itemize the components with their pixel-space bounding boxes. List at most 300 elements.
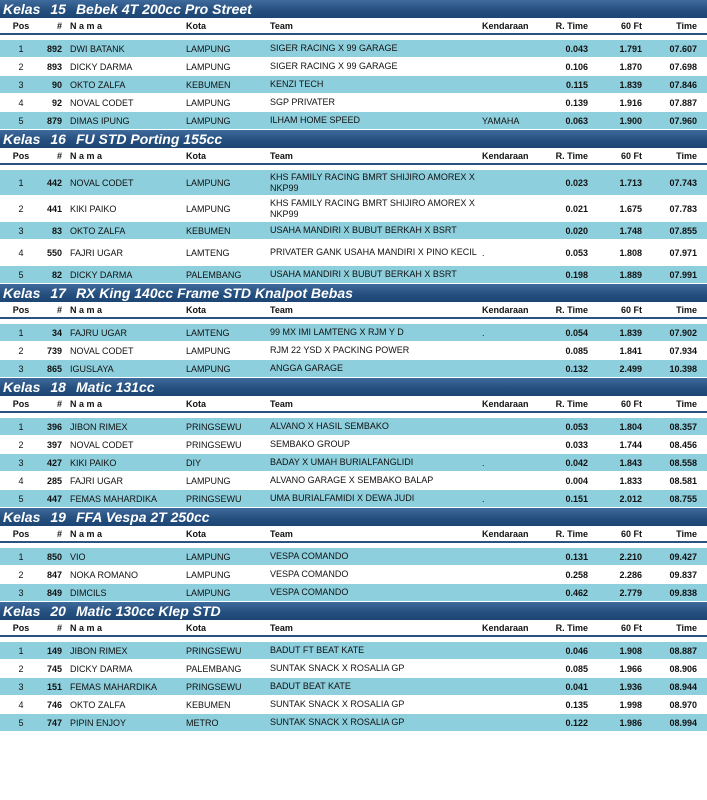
class-section	[0, 508, 707, 602]
cell-vehicle	[480, 40, 548, 58]
cell-rider-name: FEMAS MAHARDIKA	[68, 490, 184, 508]
header-pos: Pos	[0, 18, 42, 34]
header-vehicle: Kendaraan	[480, 302, 548, 318]
header-60ft: 60 Ft	[602, 302, 656, 318]
header-reaction-time: R. Time	[548, 302, 602, 318]
cell-60ft: 1.936	[602, 678, 656, 696]
cell-start-number: 441	[42, 196, 68, 222]
cell-60ft: 1.916	[602, 94, 656, 112]
class-number: 18	[50, 379, 66, 395]
cell-finish-time: 07.846	[656, 76, 707, 94]
cell-start-number: 893	[42, 58, 68, 76]
result-row	[0, 472, 707, 490]
cell-reaction-time: 0.106	[548, 58, 602, 76]
cell-rider-name: OKTO ZALFA	[68, 76, 184, 94]
cell-60ft: 1.870	[602, 58, 656, 76]
cell-reaction-time: 0.131	[548, 548, 602, 566]
header-time: Time	[656, 620, 707, 636]
cell-rider-name: DIMCILS	[68, 584, 184, 602]
class-label: Kelas	[3, 603, 41, 619]
cell-vehicle	[480, 714, 548, 732]
header-vehicle: Kendaraan	[480, 148, 548, 164]
cell-team: VESPA COMANDO	[268, 548, 480, 566]
result-row	[0, 584, 707, 602]
cell-vehicle	[480, 472, 548, 490]
cell-start-number: 739	[42, 342, 68, 360]
header-60ft: 60 Ft	[602, 18, 656, 34]
header-pos: Pos	[0, 526, 42, 542]
cell-position: 2	[0, 342, 42, 360]
cell-start-number: 34	[42, 324, 68, 342]
cell-team: VESPA COMANDO	[268, 566, 480, 584]
cell-rider-name: NOVAL CODET	[68, 342, 184, 360]
cell-position: 3	[0, 76, 42, 94]
cell-start-number: 879	[42, 112, 68, 130]
header-time: Time	[656, 18, 707, 34]
header-time: Time	[656, 302, 707, 318]
cell-city: LAMTENG	[184, 240, 268, 266]
header-reaction-time: R. Time	[548, 148, 602, 164]
cell-reaction-time: 0.115	[548, 76, 602, 94]
result-row	[0, 436, 707, 454]
class-name: Matic 131cc	[75, 379, 155, 395]
cell-start-number: 747	[42, 714, 68, 732]
cell-finish-time: 07.698	[656, 58, 707, 76]
header-team: Team	[268, 148, 480, 164]
class-name: FU STD Porting 155cc	[75, 131, 223, 147]
cell-reaction-time: 0.139	[548, 94, 602, 112]
cell-vehicle: .	[480, 324, 548, 342]
header-number: #	[42, 148, 68, 164]
header-reaction-time: R. Time	[548, 526, 602, 542]
cell-finish-time: 09.427	[656, 548, 707, 566]
cell-team: BADUT BEAT KATE	[268, 678, 480, 696]
class-number: 15	[50, 1, 66, 17]
cell-team: ANGGA GARAGE	[268, 360, 480, 378]
result-row	[0, 342, 707, 360]
cell-60ft: 2.012	[602, 490, 656, 508]
cell-finish-time: 07.991	[656, 266, 707, 284]
class-name: Matic 130cc Klep STD	[75, 603, 221, 619]
result-row	[0, 170, 707, 196]
result-row	[0, 454, 707, 472]
cell-city: LAMPUNG	[184, 112, 268, 130]
class-section	[0, 130, 707, 284]
cell-position: 5	[0, 112, 42, 130]
cell-position: 4	[0, 240, 42, 266]
class-name: RX King 140cc Frame STD Knalpot Bebas	[75, 285, 353, 301]
cell-city: METRO	[184, 714, 268, 732]
cell-vehicle	[480, 566, 548, 584]
cell-vehicle	[480, 360, 548, 378]
cell-city: KEBUMEN	[184, 696, 268, 714]
cell-team: ALVANO X HASIL SEMBAKO	[268, 418, 480, 436]
cell-reaction-time: 0.004	[548, 472, 602, 490]
cell-rider-name: DICKY DARMA	[68, 660, 184, 678]
cell-reaction-time: 0.053	[548, 240, 602, 266]
cell-60ft: 1.808	[602, 240, 656, 266]
header-team: Team	[268, 396, 480, 412]
header-number: #	[42, 526, 68, 542]
cell-rider-name: NOVAL CODET	[68, 436, 184, 454]
cell-city: PALEMBANG	[184, 660, 268, 678]
header-time: Time	[656, 526, 707, 542]
cell-60ft: 1.748	[602, 222, 656, 240]
cell-team: PRIVATER GANK USAHA MANDIRI X PINO KECIL	[268, 240, 480, 266]
cell-rider-name: FAJRU UGAR	[68, 324, 184, 342]
header-city: Kota	[184, 18, 268, 34]
cell-city: KEBUMEN	[184, 222, 268, 240]
cell-city: LAMPUNG	[184, 196, 268, 222]
cell-position: 3	[0, 678, 42, 696]
cell-start-number: 745	[42, 660, 68, 678]
cell-position: 4	[0, 472, 42, 490]
header-name: N a m a	[68, 18, 184, 34]
cell-city: LAMPUNG	[184, 360, 268, 378]
cell-reaction-time: 0.258	[548, 566, 602, 584]
cell-city: LAMPUNG	[184, 94, 268, 112]
header-60ft: 60 Ft	[602, 396, 656, 412]
class-title-bar	[0, 284, 707, 302]
result-row	[0, 678, 707, 696]
result-row	[0, 240, 707, 266]
cell-vehicle	[480, 584, 548, 602]
class-label: Kelas	[3, 285, 41, 301]
cell-vehicle	[480, 170, 548, 196]
cell-position: 3	[0, 454, 42, 472]
header-number: #	[42, 620, 68, 636]
class-number: 17	[50, 285, 66, 301]
result-row	[0, 222, 707, 240]
cell-vehicle: YAMAHA	[480, 112, 548, 130]
cell-finish-time: 07.743	[656, 170, 707, 196]
cell-finish-time: 07.971	[656, 240, 707, 266]
cell-start-number: 892	[42, 40, 68, 58]
result-row	[0, 642, 707, 660]
cell-finish-time: 08.456	[656, 436, 707, 454]
cell-reaction-time: 0.151	[548, 490, 602, 508]
cell-finish-time: 07.783	[656, 196, 707, 222]
header-pos: Pos	[0, 396, 42, 412]
cell-rider-name: DICKY DARMA	[68, 58, 184, 76]
cell-start-number: 847	[42, 566, 68, 584]
cell-finish-time: 07.902	[656, 324, 707, 342]
cell-start-number: 850	[42, 548, 68, 566]
result-row	[0, 76, 707, 94]
cell-60ft: 1.889	[602, 266, 656, 284]
cell-reaction-time: 0.042	[548, 454, 602, 472]
cell-rider-name: KIKI PAIKO	[68, 454, 184, 472]
cell-start-number: 427	[42, 454, 68, 472]
header-row	[0, 526, 707, 542]
cell-vehicle	[480, 196, 548, 222]
cell-60ft: 1.843	[602, 454, 656, 472]
cell-60ft: 1.908	[602, 642, 656, 660]
cell-city: PRINGSEWU	[184, 418, 268, 436]
header-city: Kota	[184, 302, 268, 318]
cell-reaction-time: 0.198	[548, 266, 602, 284]
cell-start-number: 149	[42, 642, 68, 660]
header-time: Time	[656, 396, 707, 412]
header-row	[0, 302, 707, 318]
class-title-bar	[0, 508, 707, 526]
cell-position: 2	[0, 196, 42, 222]
header-name: N a m a	[68, 148, 184, 164]
results-table	[0, 302, 707, 378]
results-body	[0, 164, 707, 284]
result-row	[0, 660, 707, 678]
cell-team: SIGER RACING X 99 GARAGE	[268, 58, 480, 76]
cell-start-number: 849	[42, 584, 68, 602]
cell-start-number: 865	[42, 360, 68, 378]
header-reaction-time: R. Time	[548, 18, 602, 34]
class-title-bar	[0, 602, 707, 620]
cell-team: ILHAM HOME SPEED	[268, 112, 480, 130]
cell-finish-time: 09.838	[656, 584, 707, 602]
class-title-bar	[0, 130, 707, 148]
cell-city: PRINGSEWU	[184, 436, 268, 454]
result-row	[0, 40, 707, 58]
header-vehicle: Kendaraan	[480, 620, 548, 636]
cell-city: PRINGSEWU	[184, 490, 268, 508]
class-number: 19	[50, 509, 66, 525]
results-body	[0, 318, 707, 378]
results-table	[0, 620, 707, 732]
result-row	[0, 490, 707, 508]
cell-reaction-time: 0.043	[548, 40, 602, 58]
header-number: #	[42, 302, 68, 318]
cell-start-number: 550	[42, 240, 68, 266]
header-number: #	[42, 18, 68, 34]
header-vehicle: Kendaraan	[480, 18, 548, 34]
cell-reaction-time: 0.135	[548, 696, 602, 714]
header-team: Team	[268, 526, 480, 542]
cell-position: 4	[0, 94, 42, 112]
cell-team: SUNTAK SNACK X ROSALIA GP	[268, 660, 480, 678]
class-section	[0, 378, 707, 508]
cell-vehicle	[480, 266, 548, 284]
cell-finish-time: 07.960	[656, 112, 707, 130]
cell-team: ALVANO GARAGE X SEMBAKO BALAP	[268, 472, 480, 490]
results-table	[0, 526, 707, 602]
cell-vehicle	[480, 94, 548, 112]
cell-start-number: 397	[42, 436, 68, 454]
cell-city: PALEMBANG	[184, 266, 268, 284]
cell-60ft: 1.713	[602, 170, 656, 196]
cell-finish-time: 08.887	[656, 642, 707, 660]
cell-60ft: 1.900	[602, 112, 656, 130]
cell-start-number: 285	[42, 472, 68, 490]
result-row	[0, 418, 707, 436]
cell-position: 2	[0, 58, 42, 76]
cell-finish-time: 08.906	[656, 660, 707, 678]
cell-team: 99 MX IMI LAMTENG X RJM Y D	[268, 324, 480, 342]
cell-finish-time: 08.581	[656, 472, 707, 490]
cell-reaction-time: 0.122	[548, 714, 602, 732]
cell-position: 3	[0, 584, 42, 602]
cell-rider-name: VIO	[68, 548, 184, 566]
results-body	[0, 412, 707, 508]
cell-team: UMA BURIALFAMIDI X DEWA JUDI	[268, 490, 480, 508]
header-vehicle: Kendaraan	[480, 396, 548, 412]
cell-city: DIY	[184, 454, 268, 472]
cell-finish-time: 08.755	[656, 490, 707, 508]
cell-city: LAMPUNG	[184, 170, 268, 196]
class-name: Bebek 4T 200cc Pro Street	[75, 1, 252, 17]
cell-60ft: 1.986	[602, 714, 656, 732]
cell-rider-name: NOVAL CODET	[68, 170, 184, 196]
cell-position: 5	[0, 266, 42, 284]
cell-60ft: 1.998	[602, 696, 656, 714]
cell-reaction-time: 0.085	[548, 342, 602, 360]
cell-team: SUNTAK SNACK X ROSALIA GP	[268, 696, 480, 714]
cell-60ft: 1.833	[602, 472, 656, 490]
result-row	[0, 266, 707, 284]
cell-team: SUNTAK SNACK X ROSALIA GP	[268, 714, 480, 732]
cell-city: LAMPUNG	[184, 40, 268, 58]
cell-rider-name: DICKY DARMA	[68, 266, 184, 284]
header-row	[0, 18, 707, 34]
header-pos: Pos	[0, 302, 42, 318]
cell-city: LAMPUNG	[184, 58, 268, 76]
cell-60ft: 2.210	[602, 548, 656, 566]
cell-city: LAMTENG	[184, 324, 268, 342]
cell-finish-time: 07.934	[656, 342, 707, 360]
header-number: #	[42, 396, 68, 412]
cell-rider-name: JIBON RIMEX	[68, 642, 184, 660]
cell-finish-time: 09.837	[656, 566, 707, 584]
results-body	[0, 542, 707, 602]
header-name: N a m a	[68, 526, 184, 542]
cell-position: 1	[0, 548, 42, 566]
cell-rider-name: IGUSLAYA	[68, 360, 184, 378]
cell-position: 1	[0, 642, 42, 660]
header-name: N a m a	[68, 620, 184, 636]
cell-team: SGP PRIVATER	[268, 94, 480, 112]
results-body	[0, 636, 707, 732]
cell-start-number: 151	[42, 678, 68, 696]
cell-start-number: 442	[42, 170, 68, 196]
cell-vehicle	[480, 660, 548, 678]
cell-reaction-time: 0.023	[548, 170, 602, 196]
class-label: Kelas	[3, 1, 41, 17]
class-number: 20	[50, 603, 66, 619]
cell-reaction-time: 0.063	[548, 112, 602, 130]
cell-city: LAMPUNG	[184, 548, 268, 566]
class-section	[0, 0, 707, 130]
cell-city: PRINGSEWU	[184, 678, 268, 696]
header-team: Team	[268, 18, 480, 34]
cell-team: SIGER RACING X 99 GARAGE	[268, 40, 480, 58]
cell-rider-name: OKTO ZALFA	[68, 696, 184, 714]
cell-position: 3	[0, 360, 42, 378]
cell-rider-name: NOKA ROMANO	[68, 566, 184, 584]
cell-city: PRINGSEWU	[184, 642, 268, 660]
header-vehicle: Kendaraan	[480, 526, 548, 542]
cell-city: LAMPUNG	[184, 472, 268, 490]
cell-60ft: 1.791	[602, 40, 656, 58]
cell-60ft: 1.675	[602, 196, 656, 222]
cell-rider-name: PIPIN ENJOY	[68, 714, 184, 732]
cell-position: 4	[0, 696, 42, 714]
cell-position: 2	[0, 566, 42, 584]
header-row	[0, 148, 707, 164]
cell-60ft: 1.841	[602, 342, 656, 360]
cell-position: 5	[0, 714, 42, 732]
header-city: Kota	[184, 396, 268, 412]
result-row	[0, 324, 707, 342]
cell-team: BADUT FT BEAT KATE	[268, 642, 480, 660]
header-pos: Pos	[0, 148, 42, 164]
results-table	[0, 396, 707, 508]
cell-60ft: 1.804	[602, 418, 656, 436]
cell-city: LAMPUNG	[184, 342, 268, 360]
cell-finish-time: 07.855	[656, 222, 707, 240]
cell-reaction-time: 0.053	[548, 418, 602, 436]
cell-position: 5	[0, 490, 42, 508]
cell-reaction-time: 0.046	[548, 642, 602, 660]
cell-rider-name: FAJRI UGAR	[68, 472, 184, 490]
cell-rider-name: DIMAS IPUNG	[68, 112, 184, 130]
cell-60ft: 1.839	[602, 324, 656, 342]
cell-start-number: 746	[42, 696, 68, 714]
cell-finish-time: 07.607	[656, 40, 707, 58]
cell-vehicle: .	[480, 240, 548, 266]
class-label: Kelas	[3, 379, 41, 395]
cell-rider-name: NOVAL CODET	[68, 94, 184, 112]
cell-team: BADAY X UMAH BURIALFANGLIDI	[268, 454, 480, 472]
cell-finish-time: 08.558	[656, 454, 707, 472]
header-reaction-time: R. Time	[548, 396, 602, 412]
cell-position: 1	[0, 324, 42, 342]
results-table	[0, 148, 707, 284]
cell-start-number: 82	[42, 266, 68, 284]
cell-vehicle	[480, 678, 548, 696]
cell-vehicle	[480, 548, 548, 566]
cell-vehicle: .	[480, 490, 548, 508]
cell-start-number: 92	[42, 94, 68, 112]
cell-team: KHS FAMILY RACING BMRT SHIJIRO AMOREX X NKP99	[268, 196, 480, 222]
class-number: 16	[50, 131, 66, 147]
cell-city: KEBUMEN	[184, 76, 268, 94]
class-title-bar	[0, 0, 707, 18]
cell-reaction-time: 0.033	[548, 436, 602, 454]
cell-rider-name: KIKI PAIKO	[68, 196, 184, 222]
cell-reaction-time: 0.054	[548, 324, 602, 342]
result-row	[0, 112, 707, 130]
header-row	[0, 396, 707, 412]
cell-60ft: 2.286	[602, 566, 656, 584]
class-label: Kelas	[3, 131, 41, 147]
cell-rider-name: FAJRI UGAR	[68, 240, 184, 266]
cell-finish-time: 08.357	[656, 418, 707, 436]
results-body	[0, 34, 707, 130]
result-row	[0, 94, 707, 112]
cell-city: LAMPUNG	[184, 584, 268, 602]
cell-60ft: 1.966	[602, 660, 656, 678]
header-60ft: 60 Ft	[602, 526, 656, 542]
cell-rider-name: OKTO ZALFA	[68, 222, 184, 240]
cell-team: KENZI TECH	[268, 76, 480, 94]
cell-reaction-time: 0.085	[548, 660, 602, 678]
cell-position: 1	[0, 418, 42, 436]
cell-team: KHS FAMILY RACING BMRT SHIJIRO AMOREX X NKP99	[268, 170, 480, 196]
cell-vehicle	[480, 696, 548, 714]
cell-rider-name: FEMAS MAHARDIKA	[68, 678, 184, 696]
header-team: Team	[268, 302, 480, 318]
class-section	[0, 284, 707, 378]
cell-60ft: 2.499	[602, 360, 656, 378]
